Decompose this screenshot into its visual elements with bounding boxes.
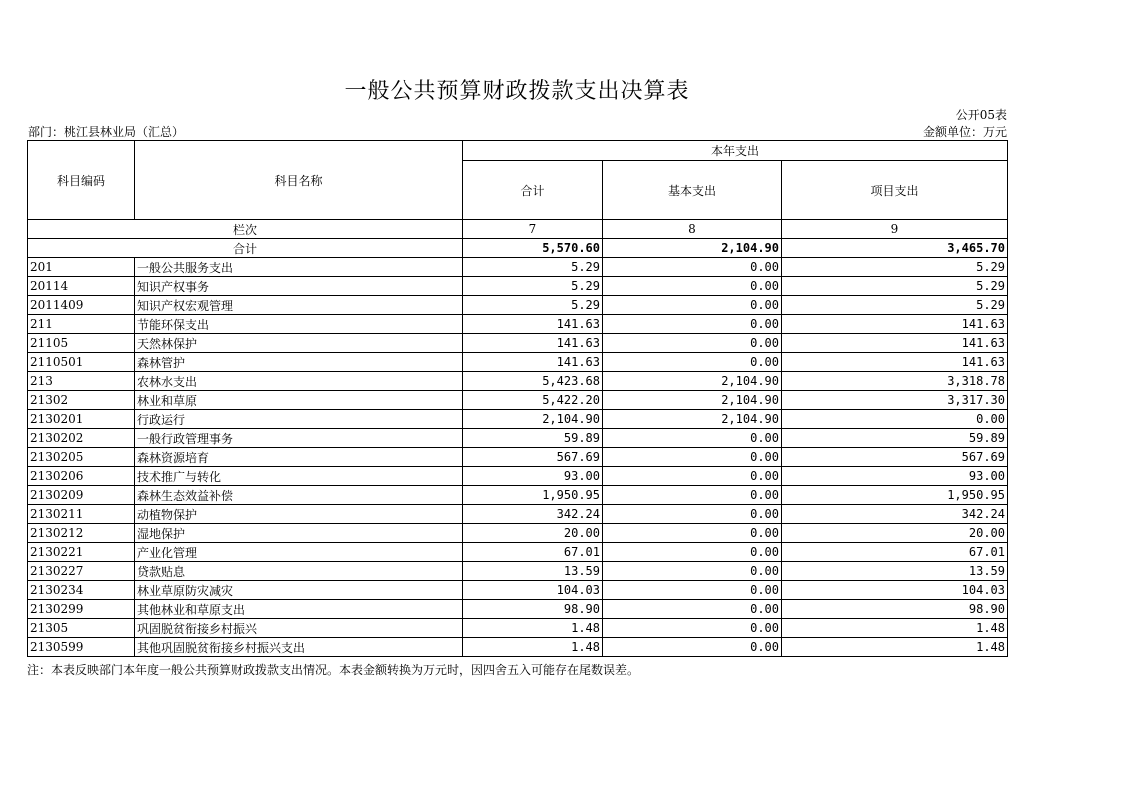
table-row [28, 429, 1008, 448]
row-code: 2130206 [28, 467, 135, 486]
row-project: 342.24 [782, 505, 1008, 524]
row-name: 其他巩固脱贫衔接乡村振兴支出 [135, 638, 463, 657]
table-row [28, 258, 1008, 277]
total-row [28, 239, 1008, 258]
row-name: 森林资源培育 [135, 448, 463, 467]
row-code: 211 [28, 315, 135, 334]
row-total: 5.29 [463, 258, 603, 277]
row-project: 5.29 [782, 296, 1008, 315]
row-code: 2130212 [28, 524, 135, 543]
row-total: 13.59 [463, 562, 603, 581]
header-basic: 基本支出 [603, 161, 782, 220]
row-project: 13.59 [782, 562, 1008, 581]
row-project: 0.00 [782, 410, 1008, 429]
row-project: 567.69 [782, 448, 1008, 467]
row-basic: 0.00 [603, 581, 782, 600]
table-row [28, 581, 1008, 600]
row-basic: 0.00 [603, 467, 782, 486]
row-code: 2130209 [28, 486, 135, 505]
row-basic: 2,104.90 [603, 410, 782, 429]
header-group: 本年支出 [463, 141, 1008, 161]
row-name: 林业和草原 [135, 391, 463, 410]
row-basic: 0.00 [603, 277, 782, 296]
header-code: 科目编码 [28, 141, 135, 220]
table-row [28, 505, 1008, 524]
table-row [28, 372, 1008, 391]
header-total: 合计 [463, 161, 603, 220]
header-project: 项目支出 [782, 161, 1008, 220]
table-row [28, 543, 1008, 562]
row-project: 20.00 [782, 524, 1008, 543]
row-project: 141.63 [782, 315, 1008, 334]
row-name: 技术推广与转化 [135, 467, 463, 486]
row-code: 2130599 [28, 638, 135, 657]
row-name: 一般行政管理事务 [135, 429, 463, 448]
table-row [28, 277, 1008, 296]
row-project: 104.03 [782, 581, 1008, 600]
table-row [28, 410, 1008, 429]
row-total: 141.63 [463, 334, 603, 353]
col-num-total: 7 [463, 220, 603, 239]
row-basic: 0.00 [603, 543, 782, 562]
row-project: 141.63 [782, 353, 1008, 372]
row-basic: 0.00 [603, 353, 782, 372]
row-name: 节能环保支出 [135, 315, 463, 334]
row-name: 一般公共服务支出 [135, 258, 463, 277]
row-code: 2130227 [28, 562, 135, 581]
table-row [28, 334, 1008, 353]
table-row [28, 353, 1008, 372]
row-basic: 2,104.90 [603, 391, 782, 410]
row-total: 67.01 [463, 543, 603, 562]
table-row [28, 638, 1008, 657]
row-name: 巩固脱贫衔接乡村振兴 [135, 619, 463, 638]
row-total: 141.63 [463, 353, 603, 372]
table-row [28, 562, 1008, 581]
row-basic: 0.00 [603, 600, 782, 619]
row-project: 5.29 [782, 258, 1008, 277]
row-total: 1.48 [463, 638, 603, 657]
form-number: 公开05表 [955, 108, 1007, 122]
row-code: 2130299 [28, 600, 135, 619]
row-code: 2130211 [28, 505, 135, 524]
row-basic: 0.00 [603, 524, 782, 543]
row-name: 其他林业和草原支出 [135, 600, 463, 619]
table-row [28, 391, 1008, 410]
row-code: 2130201 [28, 410, 135, 429]
page-title: 一般公共预算财政拨款支出决算表 [344, 79, 690, 104]
row-name: 林业草原防灾减灾 [135, 581, 463, 600]
row-total: 59.89 [463, 429, 603, 448]
row-name: 森林管护 [135, 353, 463, 372]
table-row [28, 619, 1008, 638]
row-project: 59.89 [782, 429, 1008, 448]
row-basic: 0.00 [603, 619, 782, 638]
table-row [28, 524, 1008, 543]
row-total: 93.00 [463, 467, 603, 486]
row-project: 93.00 [782, 467, 1008, 486]
row-total: 20.00 [463, 524, 603, 543]
row-total: 342.24 [463, 505, 603, 524]
row-project: 3,317.30 [782, 391, 1008, 410]
row-total: 141.63 [463, 315, 603, 334]
row-code: 2130202 [28, 429, 135, 448]
row-code: 2130221 [28, 543, 135, 562]
total-project: 3,465.70 [782, 239, 1008, 258]
row-total: 98.90 [463, 600, 603, 619]
department-label: 部门：桃江县林业局（汇总） [28, 125, 185, 139]
row-project: 98.90 [782, 600, 1008, 619]
row-basic: 0.00 [603, 505, 782, 524]
row-total: 1.48 [463, 619, 603, 638]
row-name: 天然林保护 [135, 334, 463, 353]
row-basic: 0.00 [603, 429, 782, 448]
total-sum: 5,570.60 [463, 239, 603, 258]
row-code: 21305 [28, 619, 135, 638]
row-basic: 0.00 [603, 562, 782, 581]
row-name: 知识产权宏观管理 [135, 296, 463, 315]
col-num-basic: 8 [603, 220, 782, 239]
row-basic: 0.00 [603, 448, 782, 467]
row-basic: 0.00 [603, 296, 782, 315]
row-total: 5,422.20 [463, 391, 603, 410]
row-project: 67.01 [782, 543, 1008, 562]
row-name: 贷款贴息 [135, 562, 463, 581]
row-project: 1,950.95 [782, 486, 1008, 505]
row-total: 1,950.95 [463, 486, 603, 505]
row-basic: 2,104.90 [603, 372, 782, 391]
row-name: 知识产权事务 [135, 277, 463, 296]
total-basic: 2,104.90 [603, 239, 782, 258]
row-code: 21302 [28, 391, 135, 410]
row-total: 5.29 [463, 296, 603, 315]
row-code: 21105 [28, 334, 135, 353]
row-total: 5.29 [463, 277, 603, 296]
table-row [28, 467, 1008, 486]
table-row [28, 486, 1008, 505]
table-row [28, 296, 1008, 315]
expenditure-table [27, 140, 1008, 657]
row-basic: 0.00 [603, 315, 782, 334]
row-total: 5,423.68 [463, 372, 603, 391]
row-name: 农林水支出 [135, 372, 463, 391]
row-project: 3,318.78 [782, 372, 1008, 391]
col-num-project: 9 [782, 220, 1008, 239]
total-label: 合计 [28, 239, 463, 258]
row-basic: 0.00 [603, 486, 782, 505]
row-project: 141.63 [782, 334, 1008, 353]
amount-unit-label: 金额单位：万元 [922, 125, 1007, 139]
row-project: 1.48 [782, 619, 1008, 638]
footnote: 注：本表反映部门本年度一般公共预算财政拨款支出情况。本表金额转换为万元时，因四舍五入可能存在尾数误差。 [27, 663, 640, 677]
row-project: 5.29 [782, 277, 1008, 296]
row-project: 1.48 [782, 638, 1008, 657]
row-label: 栏次 [28, 220, 463, 239]
row-name: 动植物保护 [135, 505, 463, 524]
table-row [28, 600, 1008, 619]
row-basic: 0.00 [603, 638, 782, 657]
column-number-row [28, 220, 1008, 239]
row-basic: 0.00 [603, 258, 782, 277]
row-code: 201 [28, 258, 135, 277]
row-name: 产业化管理 [135, 543, 463, 562]
row-name: 行政运行 [135, 410, 463, 429]
row-basic: 0.00 [603, 334, 782, 353]
row-code: 2130205 [28, 448, 135, 467]
row-code: 20114 [28, 277, 135, 296]
row-name: 森林生态效益补偿 [135, 486, 463, 505]
row-total: 567.69 [463, 448, 603, 467]
table-row [28, 315, 1008, 334]
row-name: 湿地保护 [135, 524, 463, 543]
row-code: 2130234 [28, 581, 135, 600]
row-total: 104.03 [463, 581, 603, 600]
table-row [28, 448, 1008, 467]
row-code: 2011409 [28, 296, 135, 315]
header-name: 科目名称 [135, 141, 463, 220]
row-code: 2110501 [28, 353, 135, 372]
row-code: 213 [28, 372, 135, 391]
row-total: 2,104.90 [463, 410, 603, 429]
